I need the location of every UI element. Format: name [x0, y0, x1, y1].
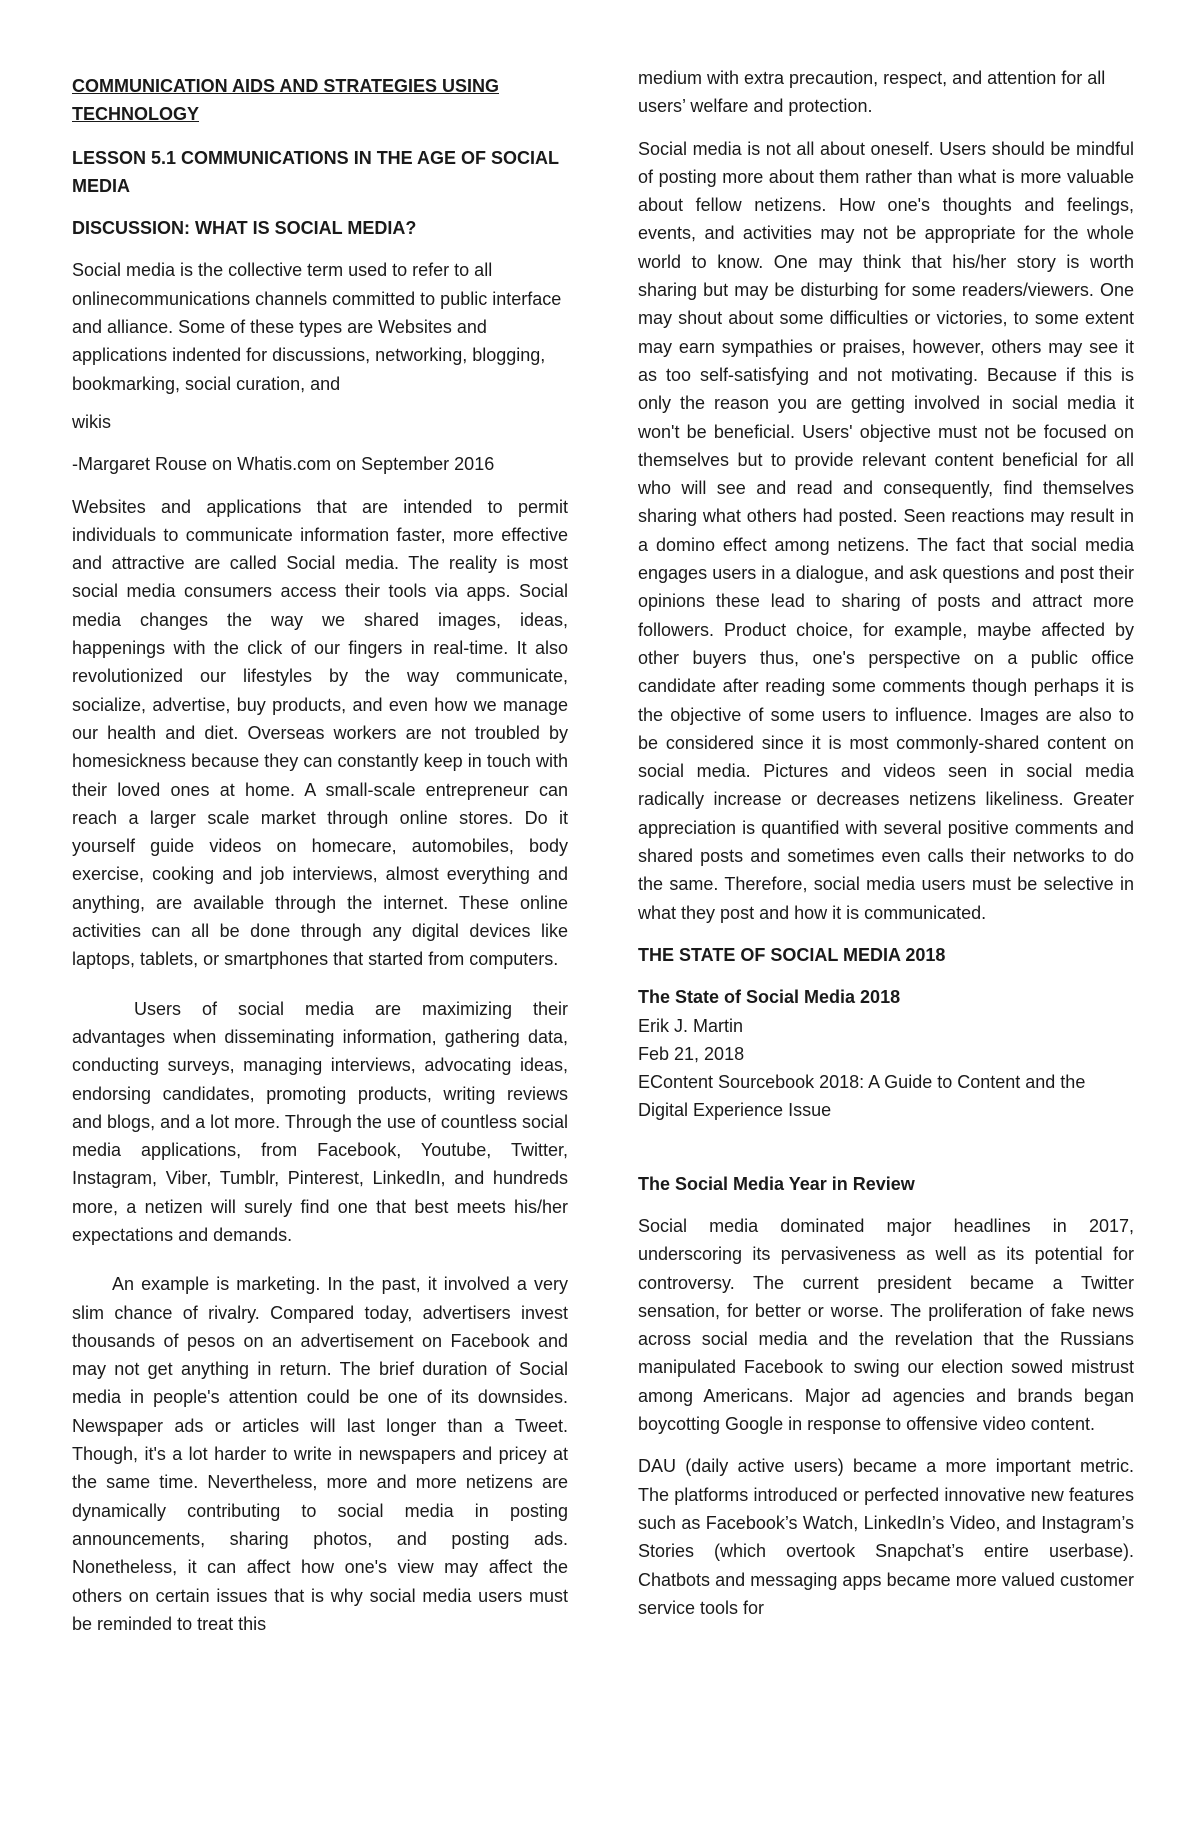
- article-date: Feb 21, 2018: [638, 1043, 745, 1064]
- citation: -Margaret Rouse on Whatis.com on September 2016: [72, 454, 495, 475]
- definition-paragraph: Social media is the collective term used to refer to all onlinecommunications channels committed to public interface and alliance. Some of these types are Websites and applications indented for discussions, networking, blogging, bookmarking, social curation, and: [72, 260, 562, 394]
- state-of-social-media-heading: THE STATE OF SOCIAL MEDIA 2018: [638, 944, 946, 965]
- article-source: EContent Sourcebook 2018: A Guide to Content and the Digital Experience Issue: [638, 1072, 1086, 1121]
- article-author: Erik J. Martin: [638, 1015, 744, 1036]
- document-title: COMMUNICATION AIDS AND STRATEGIES USING TECHNOLOGY: [72, 76, 499, 125]
- left-column: [72, 72, 568, 1795]
- year-in-review-heading: The Social Media Year in Review: [638, 1173, 915, 1194]
- article-title: The State of Social Media 2018: [638, 987, 901, 1008]
- right-column: [638, 68, 1134, 1795]
- body-paragraph-4: Social media is not all about oneself. Users should be mindful of posting more about them rather than what is more valuable about fellow netizens. How one's thoughts and feelings, events, and activities may not be appropriate for the whole world to know. One may think that his/her story is worth sharing but may be disturbing for some readers/viewers. One may shout about some difficulties or victories, to some extent may earn sympathies or praises, however, others may see it as too self-satisfying and not motivating. Because if this is only the reason you are getting involved in social media it won't be beneficial. Users' objective must not be focused on themselves but to provide relevant content beneficial for all who will see and read and consequently, find themselves sharing what others had posted. Seen reactions may result in a domino effect among netizens. The fact that social media engages users in a dialogue, and ask questions and post their opinions these lead to sharing of posts and attract more followers. Product choice, for example, maybe affected by other buyers thus, one's perspective on a public office candidate after reading some comments though perhaps it is the objective of some users to influence. Images are also to be considered since it is most commonly-shared content on social media. Pictures and videos seen in social media radically increase or decreases netizens likeliness. Greater appreciation is quantified with several positive comments and shared posts and sometimes even calls their networks to do the same. Therefore, social media users must be selective in what they post and how it is communicated.: [638, 138, 1134, 923]
- body-paragraph-2: Users of social media are maximizing their advantages when disseminating information, gathering data, conducting surveys, managing interviews, advocating ideas, endorsing candidates, promoting products, writing reviews and blogs, and a lot more. Through the use of countless social media applications, from Facebook, Youtube, Twitter, Instagram, Viber, Tumblr, Pinterest, LinkedIn, and hundreds more, a netizen will surely find one that best meets his/her expectations and demands.: [72, 998, 568, 1245]
- body-paragraph-3: An example is marketing. In the past, it involved a very slim chance of rivalry. Compared today, advertisers invest thousands of pesos on an advertisement on Facebook and may not get anything in return. The brief duration of Social media in people's attention could be one of its downsides. Newspaper ads or articles will last longer than a Tweet. Though, it's a lot harder to write in newspapers and pricey at the same time. Nevertheless, more and more netizens are dynamically contributing to social media in posting announcements, sharing photos, and posting ads. Nonetheless, it can affect how one's view may affect the others on certain issues that is why social media users must be reminded to treat this: [72, 1274, 568, 1634]
- discussion-heading: DISCUSSION: WHAT IS SOCIAL MEDIA?: [72, 218, 417, 239]
- definition-last-word: wikis: [72, 411, 111, 432]
- continued-paragraph: medium with extra precaution, respect, and attention for all users’ welfare and protection.: [638, 68, 1106, 117]
- body-paragraph-6: DAU (daily active users) became a more important metric. The platforms introduced or perfected innovative new features such as Facebook’s Watch, LinkedIn’s Video, and Instagram’s Stories (which overtook Snapchat’s entire userbase). Chatbots and messaging apps became more valued customer service tools for: [638, 1456, 1134, 1618]
- body-paragraph-5: Social media dominated major headlines in 2017, underscoring its pervasiveness as well as its potential for controversy. The current president became a Twitter sensation, for better or worse. The proliferation of fake news across social media and the revelation that the Russians manipulated Facebook to swing our election sowed mistrust among Americans. Major ad agencies and brands began boycotting Google in response to offensive video content.: [638, 1215, 1134, 1435]
- lesson-heading: LESSON 5.1 COMMUNICATIONS IN THE AGE OF SOCIAL MEDIA: [72, 147, 559, 196]
- body-paragraph-1: Websites and applications that are intended to permit individuals to communicate information faster, more effective and attractive are called Social media. The reality is most social media consumers access their tools via apps. Social media changes the way we shared images, ideas, happenings with the click of our fingers in real-time. It also revolutionized our lifestyles by the way communicate, socialize, advertise, buy products, and even how we manage our health and diet. Overseas workers are not troubled by homesickness because they can constantly keep in touch with their loved ones at home. A small-scale entrepreneur can reach a larger scale market through online stores. Do it yourself guide videos on homecare, automobiles, body exercise, cooking and job interviews, almost everything and anything, are available through the internet. These online activities can all be done through any digital devices like laptops, tablets, or smartphones that started from computers.: [72, 496, 568, 970]
